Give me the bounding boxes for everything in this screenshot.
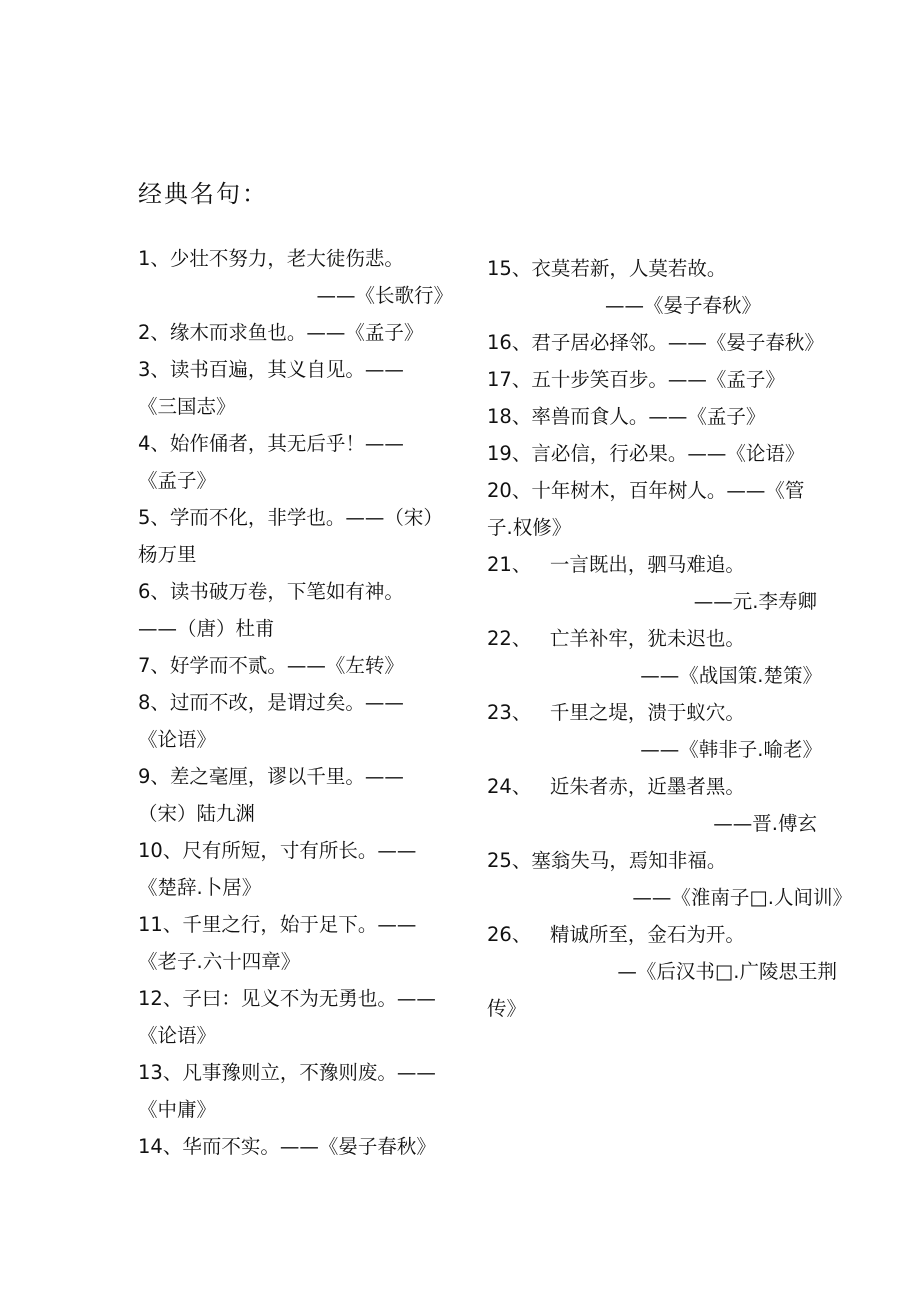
right-quote-line: 子.权修》	[487, 516, 572, 539]
left-quote-line: 3、读书百遍，其义自见。——	[138, 358, 404, 381]
left-quote-line: 《老子.六十四章》	[138, 950, 301, 973]
left-quote-line: 4、始作俑者，其无后乎！——	[138, 432, 404, 455]
right-quote-line: 传》	[487, 997, 527, 1020]
left-quote-line: 《论语》	[138, 728, 217, 751]
left-quote-line: ——《长歌行》	[316, 284, 453, 307]
left-quote-line: 2、缘木而求鱼也。——《孟子》	[138, 321, 424, 344]
right-quote-line: ——晋.傅玄	[713, 812, 817, 835]
right-quote-line: —《后汉书□.广陵思王荆	[617, 960, 837, 983]
page-title: 经典名句：	[138, 180, 268, 208]
right-quote-line: 22、 亡羊补牢，犹未迟也。	[487, 627, 745, 650]
right-quote-line: 25、塞翁失马，焉知非福。	[487, 849, 727, 872]
left-quote-line: ——（唐）杜甫	[138, 617, 275, 640]
right-quote-line: 23、 千里之堤，溃于蚁穴。	[487, 701, 745, 724]
right-quote-line: 24、 近朱者赤，近墨者黑。	[487, 775, 745, 798]
right-quote-line: ——《淮南子□.人间训》	[632, 886, 852, 909]
right-quote-line: 15、衣莫若新，人莫若故。	[487, 257, 727, 280]
left-quote-line: 《中庸》	[138, 1098, 217, 1121]
left-quote-line: 8、过而不改，是谓过矣。——	[138, 691, 404, 714]
left-quote-line: 《三国志》	[138, 395, 236, 418]
left-column	[138, 240, 453, 1165]
right-quote-line: ——《战国策.楚策》	[640, 664, 822, 687]
right-quote-line: 17、五十步笑百步。——《孟子》	[487, 368, 785, 391]
left-quote-line: 9、差之毫厘，谬以千里。——	[138, 765, 404, 788]
right-quote-line: ——《晏子春秋》	[605, 294, 762, 317]
right-quote-line: 26、 精诚所至，金石为开。	[487, 923, 745, 946]
left-quote-line: 杨万里	[138, 543, 197, 566]
right-quote-line: 20、十年树木，百年树人。——《管	[487, 479, 805, 502]
right-quote-line: ——元.李寿卿	[693, 590, 817, 613]
left-quote-line: 《论语》	[138, 1024, 217, 1047]
left-quote-line: 5、学而不化，非学也。——（宋）	[138, 506, 443, 529]
right-quote-line: ——《韩非子.喻老》	[640, 738, 822, 761]
left-quote-line: 《孟子》	[138, 469, 217, 492]
right-quote-line: 21、 一言既出，驷马难追。	[487, 553, 745, 576]
left-quote-line: （宋）陆九渊	[138, 802, 256, 825]
right-quote-line: 19、言必信，行必果。——《论语》	[487, 442, 805, 465]
left-quote-line: 10、尺有所短，寸有所长。——	[138, 839, 417, 862]
left-quote-line: 14、华而不实。——《晏子春秋》	[138, 1135, 436, 1158]
left-quote-line: 12、子曰：见义不为无勇也。——	[138, 987, 436, 1010]
left-quote-line: 13、凡事豫则立，不豫则废。——	[138, 1061, 436, 1084]
right-quote-line: 16、君子居必择邻。——《晏子春秋》	[487, 331, 824, 354]
left-quote-line: 《楚辞.卜居》	[138, 876, 262, 899]
left-quote-line: 7、好学而不贰。——《左转》	[138, 654, 404, 677]
right-column	[487, 250, 852, 1027]
left-quote-line: 6、读书破万卷，下笔如有神。	[138, 580, 404, 603]
left-quote-line: 1、少壮不努力，老大徒伤悲。	[138, 247, 404, 270]
left-quote-line: 11、千里之行，始于足下。——	[138, 913, 417, 936]
right-quote-line: 18、率兽而食人。——《孟子》	[487, 405, 766, 428]
